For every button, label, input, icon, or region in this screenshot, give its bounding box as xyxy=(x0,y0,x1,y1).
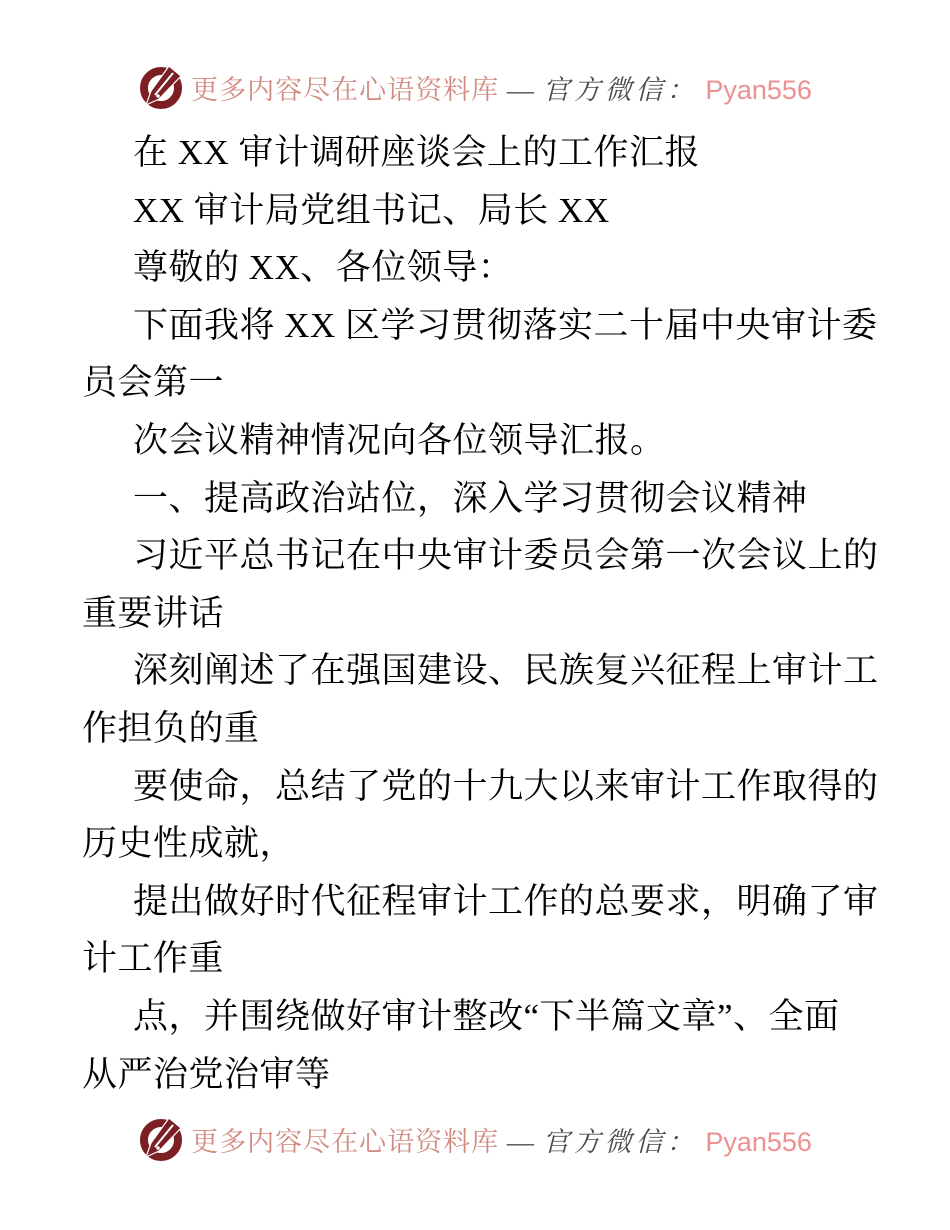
watermark-wechat-label: 官方微信： xyxy=(542,74,698,105)
text-line: 习近平总书记在中央审计委员会第一次会议上的 xyxy=(133,536,879,576)
watermark-wechat-id: Pyan556 xyxy=(705,74,812,105)
text-line: 要使命，总结了党的十九大以来审计工作取得的 xyxy=(133,766,879,806)
pen-logo-icon xyxy=(138,64,184,110)
watermark-site-name: 更多内容尽在心语资料库 xyxy=(191,1126,500,1157)
watermark-text xyxy=(191,1120,812,1159)
watermark-site-name: 更多内容尽在心语资料库 xyxy=(191,74,500,105)
watermark-dash: — xyxy=(506,74,535,105)
document-body xyxy=(82,124,882,1103)
text-line: 提出做好时代征程审计工作的总要求，明确了审 xyxy=(133,881,879,921)
text-line: 历史性成就， xyxy=(82,824,296,864)
text-line: 从严治党治审等 xyxy=(82,1054,331,1094)
text-line: 计工作重 xyxy=(82,939,225,979)
text-line: 下面我将 XX 区学习贯彻落实二十届中央审计委 xyxy=(133,305,878,345)
watermark-wechat-id: Pyan556 xyxy=(705,1126,812,1157)
pen-logo-icon xyxy=(138,1116,184,1162)
watermark-wechat-label: 官方微信： xyxy=(542,1126,698,1157)
footer-watermark xyxy=(0,1116,950,1162)
text-line: 次会议精神情况向各位领导汇报。 xyxy=(133,420,666,460)
text-line: 尊敬的 XX、各位领导： xyxy=(133,248,514,288)
text-line: XX 审计局党组书记、局长 XX xyxy=(133,190,610,230)
watermark-dash: — xyxy=(506,1126,535,1157)
text-line: 一、提高政治站位，深入学习贯彻会议精神 xyxy=(133,478,808,518)
text-line: 在 XX 审计调研座谈会上的工作汇报 xyxy=(133,133,701,172)
header-watermark xyxy=(0,64,950,110)
text-line: 重要讲话 xyxy=(82,593,225,633)
watermark-text xyxy=(191,68,812,107)
text-line: 作担负的重 xyxy=(82,708,260,748)
text-line: 点，并围绕做好审计整改“下半篇文章”、全面 xyxy=(133,996,840,1036)
text-line: 深刻阐述了在强国建设、民族复兴征程上审计工 xyxy=(133,651,879,691)
text-line: 员会第一 xyxy=(82,363,225,403)
